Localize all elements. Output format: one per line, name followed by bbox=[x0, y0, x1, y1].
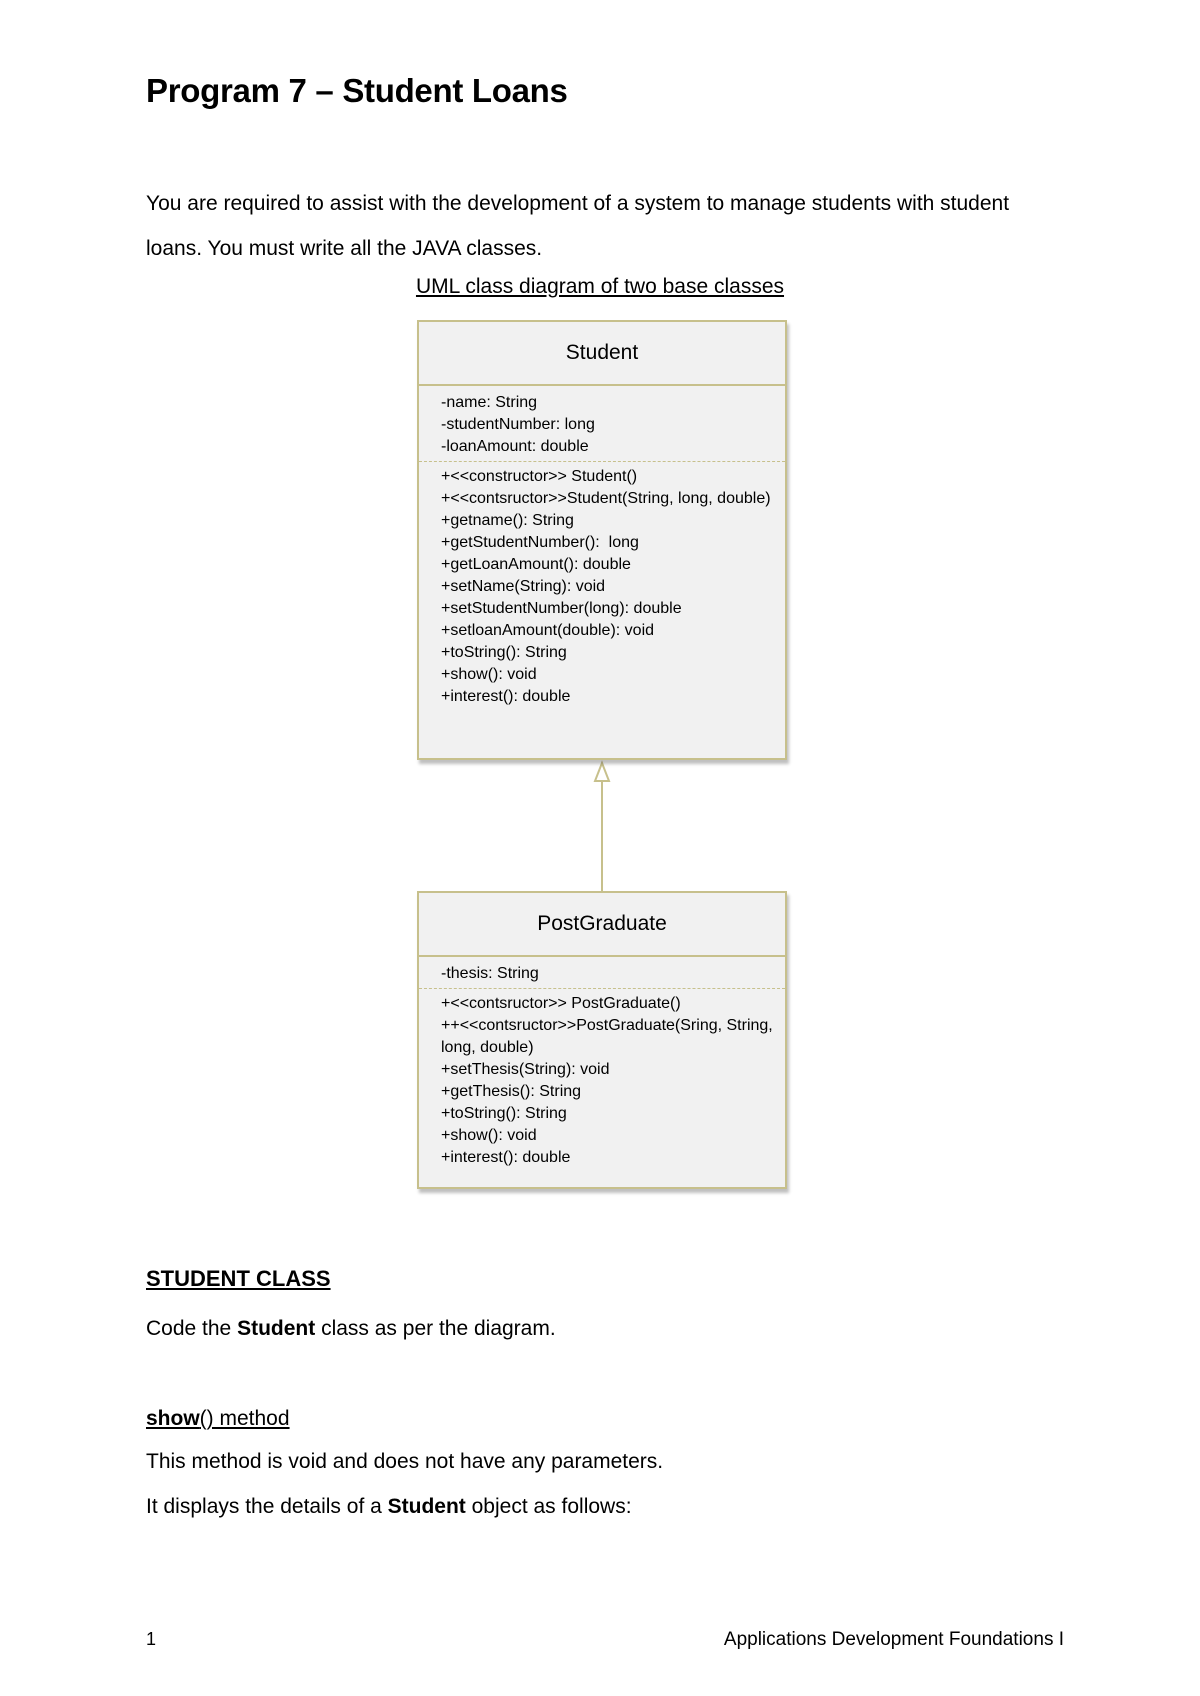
student-method: +getname(): String bbox=[441, 512, 574, 529]
student-class-heading: STUDENT CLASS bbox=[146, 1266, 331, 1291]
student-attribute: -name: String bbox=[441, 394, 538, 411]
student-method: +setStudentNumber(long): double bbox=[441, 600, 682, 617]
instruction-class-name: Student bbox=[237, 1317, 316, 1340]
student-class-instruction bbox=[146, 1317, 556, 1341]
intro-line-1: You are required to assist with the development of a system to manage students with student bbox=[146, 192, 1010, 215]
postgraduate-method: +setThesis(String): void bbox=[441, 1061, 610, 1078]
student-method: +getStudentNumber(): long bbox=[441, 534, 639, 551]
student-method: +setloanAmount(double): void bbox=[441, 622, 655, 639]
show-line2-class: Student bbox=[387, 1495, 466, 1518]
footer-course-title: Applications Development Foundations I bbox=[723, 1629, 1064, 1650]
postgraduate-attributes bbox=[419, 957, 785, 989]
show-line2-suffix: object as follows: bbox=[465, 1495, 632, 1518]
postgraduate-method: +<<contsructor>> PostGraduate() bbox=[441, 995, 681, 1012]
postgraduate-method: +interest(): double bbox=[441, 1149, 571, 1166]
student-attribute: -loanAmount: double bbox=[441, 438, 589, 455]
student-method: +<<contsructor>>Student(String, long, double) bbox=[441, 490, 771, 507]
postgraduate-attribute: -thesis: String bbox=[441, 965, 539, 982]
inheritance-arrowhead bbox=[595, 763, 609, 781]
show-method-name: show bbox=[146, 1407, 200, 1430]
student-methods bbox=[419, 462, 785, 712]
student-method: +toString(): String bbox=[441, 644, 567, 661]
postgraduate-class-box bbox=[417, 891, 787, 1189]
show-method-heading bbox=[146, 1407, 290, 1431]
student-class-name: Student bbox=[419, 322, 785, 386]
student-method: +getLoanAmount(): double bbox=[441, 556, 631, 573]
diagram-caption: UML class diagram of two base classes bbox=[415, 275, 785, 298]
instruction-suffix: class as per the diagram. bbox=[315, 1317, 556, 1340]
student-method: +show(): void bbox=[441, 666, 537, 683]
postgraduate-method: ++<<contsructor>>PostGraduate(Sring, String, long, double) bbox=[441, 1017, 778, 1056]
postgraduate-methods bbox=[419, 989, 785, 1173]
student-attribute: -studentNumber: long bbox=[441, 416, 595, 433]
instruction-prefix: Code the bbox=[146, 1317, 238, 1340]
show-method-line-2 bbox=[146, 1495, 632, 1519]
postgraduate-method: +getThesis(): String bbox=[441, 1083, 582, 1100]
student-attributes bbox=[419, 386, 785, 462]
show-line2-prefix: It displays the details of a bbox=[146, 1495, 388, 1518]
student-class-box bbox=[417, 320, 787, 760]
show-method-heading-rest: () method bbox=[199, 1407, 290, 1430]
student-method: +<<constructor>> Student() bbox=[441, 468, 638, 485]
postgraduate-method: +toString(): String bbox=[441, 1105, 567, 1122]
intro-line-2: loans. You must write all the JAVA classes. bbox=[146, 237, 543, 260]
page-number: 1 bbox=[146, 1629, 157, 1649]
student-method: +setName(String): void bbox=[441, 578, 606, 595]
postgraduate-class-name: PostGraduate bbox=[419, 893, 785, 957]
show-method-line-1: This method is void and does not have any parameters. bbox=[146, 1450, 664, 1473]
document-title: Program 7 – Student Loans bbox=[146, 72, 568, 109]
student-method: +interest(): double bbox=[441, 688, 571, 705]
postgraduate-method: +show(): void bbox=[441, 1127, 537, 1144]
